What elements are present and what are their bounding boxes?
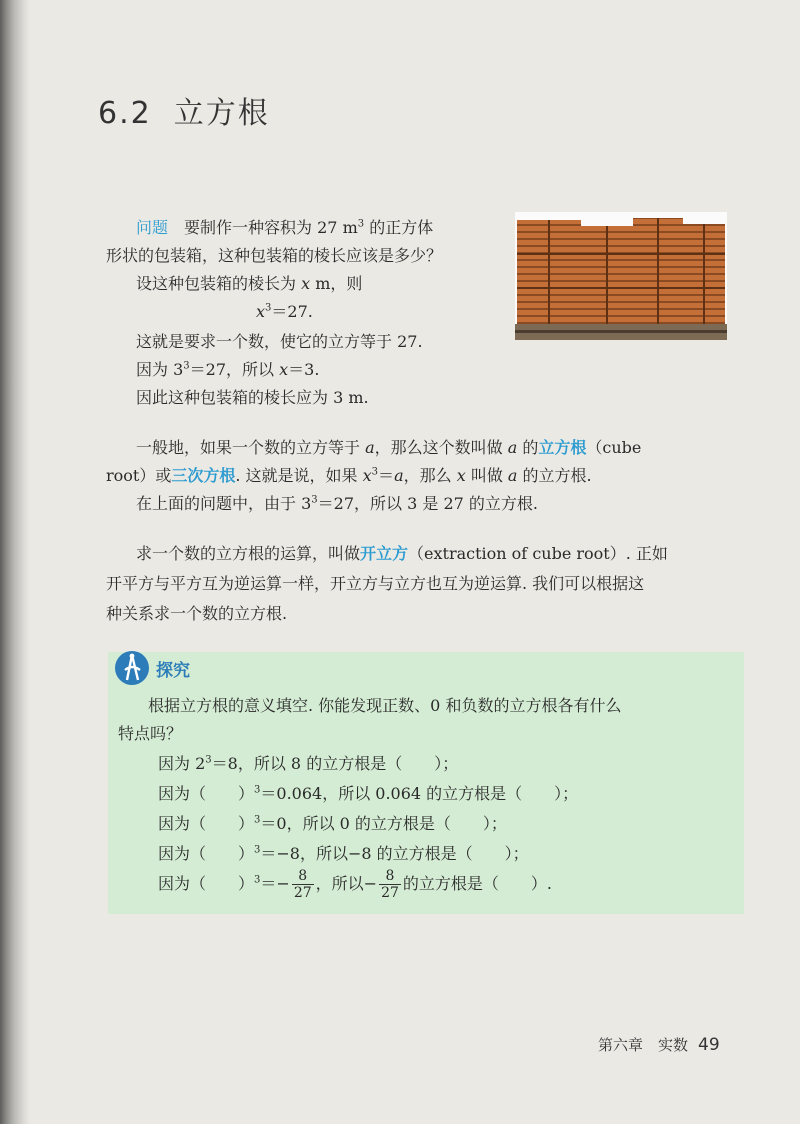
operation-line-1: 求一个数的立方根的运算，叫做开立方（extraction of cube root）. 正如	[136, 544, 668, 563]
definition-line-2: root）或三次方根. 这就是说，如果 $x^3=a$，那么 x 叫做 a 的立方根.	[106, 466, 592, 485]
chapter-label: 第六章 实数	[598, 1036, 689, 1054]
explore-row-2: 因为（ ）$^3$＝0.064，所以 0.064 的立方根是（ ）；	[158, 784, 579, 803]
term-extraction-cube-root: 开立方	[360, 544, 409, 563]
definition-line-1: 一般地，如果一个数的立方等于 a，那么这个数叫做 a 的立方根（cube	[136, 438, 642, 457]
problem-line-1: 问题 要制作一种容积为 27 $m^3$ 的正方体	[136, 218, 434, 237]
problem-line-2: 形状的包装箱，这种包装箱的棱长应该是多少？	[106, 246, 443, 265]
operation-line-3: 种关系求一个数的立方根.	[106, 604, 288, 623]
crates-photo	[515, 212, 727, 340]
page-footer	[598, 1034, 720, 1055]
explore-compass-icon	[114, 650, 150, 686]
problem-line-7: 因此这种包装箱的棱长应为 3 m.	[136, 388, 369, 407]
stacked-crates-illustration	[515, 212, 727, 340]
explore-question-line-2: 特点吗？	[118, 724, 183, 743]
explore-row-3: 因为（ ）$^3$＝0，所以 0 的立方根是（ ）；	[158, 814, 507, 833]
page-number: 49	[698, 1035, 720, 1055]
problem-line-6: 因为 $3^3=27$，所以 x＝3.	[136, 360, 320, 379]
book-spine-shadow	[0, 0, 30, 1124]
problem-line-3: 设这种包装箱的棱长为 x m，则	[136, 274, 363, 293]
problem-line-5: 这就是要求一个数，使它的立方等于 27.	[136, 332, 423, 351]
section-title	[98, 88, 270, 132]
problem-label: 问题	[136, 218, 169, 237]
term-cube-root: 立方根	[538, 438, 587, 457]
fraction-8-27: $\frac{8}{27}$	[293, 868, 312, 901]
operation-line-2: 开平方与平方互为逆运算一样，开立方与立方也互为逆运算. 我们可以根据这	[106, 574, 645, 593]
explore-row-1: 因为 $2^3=8$，所以 8 的立方根是（ ）；	[158, 754, 459, 773]
explore-question-line-1: 根据立方根的意义填空. 你能发现正数、0 和负数的立方根各有什么	[148, 696, 622, 715]
textbook-page	[30, 0, 800, 1124]
section-title-text: 立方根	[173, 96, 270, 131]
section-number: 6.2	[98, 96, 152, 131]
definition-line-3: 在上面的问题中，由于 $3^3=27$，所以 3 是 27 的立方根.	[136, 494, 538, 513]
problem-equation: $x^3=27$.	[256, 302, 313, 321]
explore-header	[114, 650, 254, 690]
explore-label: 探究	[156, 661, 190, 681]
fraction-8-27-second: $\frac{8}{27}$	[381, 868, 399, 901]
term-third-root: 三次方根	[171, 466, 236, 485]
explore-row-5: 因为（ ）$^3$＝− $\frac{8}{27}$ ，所以− $\frac{8}{27}$ 的立方根是（ ）.	[158, 868, 552, 901]
explore-row-4: 因为（ ）$^3$＝−8，所以−8 的立方根是（ ）；	[158, 844, 529, 863]
